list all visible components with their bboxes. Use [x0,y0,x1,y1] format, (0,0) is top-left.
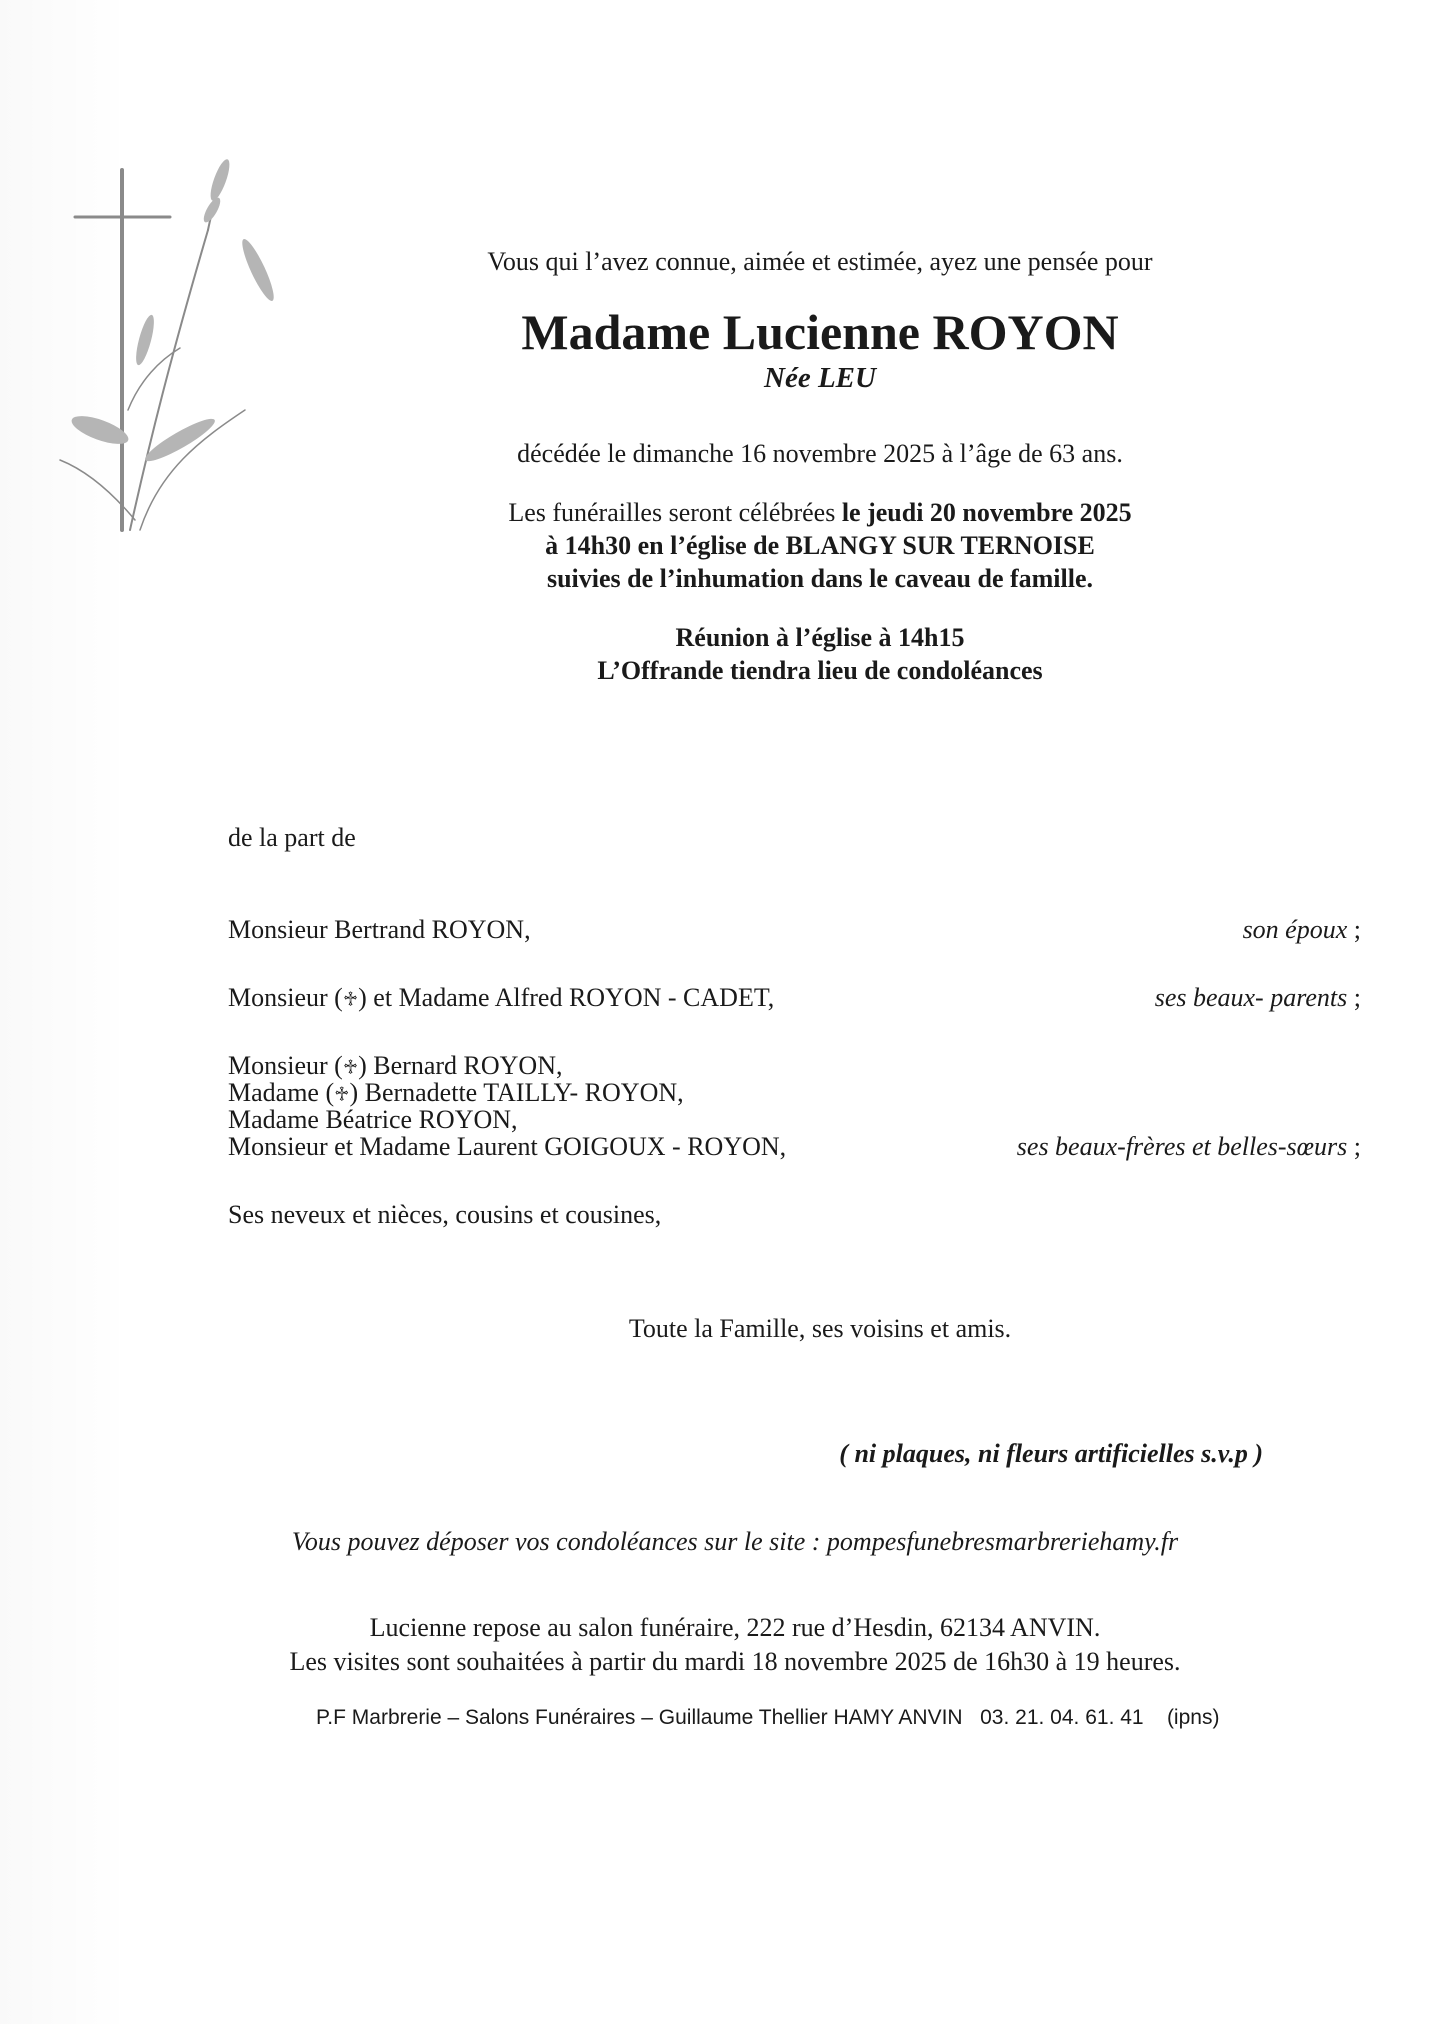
funeral-line-1 [470,497,1170,529]
row-prefix: Monsieur ( [228,983,343,1012]
whole-family-line: Toute la Famille, ses voisins et amis. [628,1314,1012,1343]
death-notice: décédée le dimanche 16 novembre 2025 à l’âge de 63 ans. [517,439,1123,468]
funeral-line-1-plain: Les funérailles seront célébrées [508,498,842,527]
row-name: ) Bernadette TAILLY- ROYON, [349,1078,684,1107]
cross-symbol-icon: ♱ [334,1082,350,1106]
funeral-line-3: suivies de l’inhumation dans le caveau de famille. [546,564,1094,593]
footer-company: P.F Marbrerie – Salons Funéraires – Guillaume Thellier HAMY ANVIN [316,1706,963,1729]
relation-suffix: ; [1347,915,1361,944]
funeral-date: le jeudi 20 novembre 2025 [841,498,1132,527]
cross-wheat-ornament-icon [40,110,280,550]
family-relation-1 [1243,914,1361,946]
relation-suffix: ; [1347,983,1361,1012]
viewing-hours: Les visites sont souhaitées à partir du mardi 18 novembre 2025 de 16h30 à 19 heures. [289,1647,1181,1676]
relation-text: son époux [1242,915,1348,944]
reunion-line-2: L’Offrande tiendra lieu de condoléances [597,656,1043,685]
intro-text: Vous qui l’avez connue, aimée et estimée, ayez une pensée pour [487,247,1153,276]
row-prefix: Monsieur ( [228,1051,343,1080]
maiden-name: Née LEU [764,362,876,394]
family-row-6: Monsieur et Madame Laurent GOIGOUX - ROYON, [228,1132,787,1161]
condolences-site-line: Vous pouvez déposer vos condoléances sur le site : pompesfunebresmarbreriehamy.fr [291,1527,1179,1556]
family-relation-6 [1017,1131,1361,1163]
row-prefix: Madame ( [228,1078,335,1107]
funeral-line-2: à 14h30 en l’église de BLANGY SUR TERNOISE [545,531,1095,560]
row-name: ) et Madame Alfred ROYON - CADET, [358,983,775,1012]
no-plates-notice: ( ni plaques, ni fleurs artificielles s.v.p ) [839,1439,1263,1468]
relation-text: ses beaux- parents [1154,983,1348,1012]
deceased-name: Madame Lucienne ROYON [521,304,1119,360]
family-row-1: Monsieur Bertrand ROYON, [228,915,531,944]
relation-text: ses beaux-frères et belles-sœurs [1016,1132,1348,1161]
de-la-part-label: de la part de [228,823,356,852]
cross-symbol-icon: ♱ [342,1055,359,1079]
cross-symbol-icon: ♱ [342,987,359,1011]
family-row-2 [228,982,774,1015]
footer-line [316,1702,1219,1734]
family-row-5: Madame Béatrice ROYON, [228,1105,518,1134]
footer-tag: (ipns) [1166,1706,1220,1729]
reunion-line-1: Réunion à l’église à 14h15 [675,623,965,652]
relation-suffix: ; [1347,1132,1361,1161]
viewing-location: Lucienne repose au salon funéraire, 222 rue d’Hesdin, 62134 ANVIN. [369,1613,1101,1642]
row-name: ) Bernard ROYON, [358,1051,563,1080]
footer-phone: 03. 21. 04. 61. 41 [980,1706,1144,1729]
family-row-7: Ses neveux et nièces, cousins et cousines, [228,1200,662,1229]
family-relation-2 [1155,982,1361,1014]
